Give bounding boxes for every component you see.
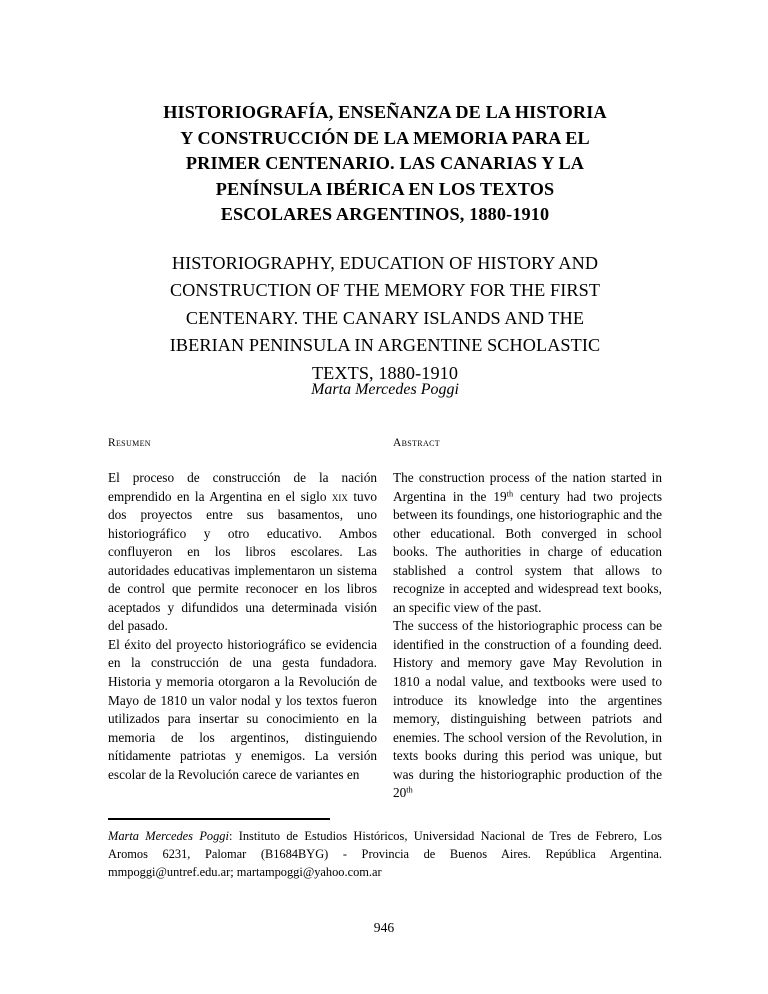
abstract-en-paragraph-2 (393, 617, 662, 802)
abstract-en-p2-text-1: The success of the historiographic process can be identified in the construction of a founding deed. History and memory gave May Revolution in 1810 a nodal value, and textbooks were used to introduce its knowledge into the argentines memory, distinguishing between patriots and enemies. The school version of the Revolution, in texts books during this period was unique, but was during the historiographic production of the 20 (393, 618, 662, 801)
title-es-line-3: PRIMER CENTENARIO. LAS CANARIAS Y LA (185, 153, 585, 174)
abstract-en-paragraph-1 (393, 469, 662, 617)
abstract-es-paragraph-2: El éxito del proyecto historiográfico se evidencia en la construcción de una gesta fundadora. Historia y memoria otorgaron a la Revolución de Mayo de 1810 un valor nodal y los textos fueron utilizados para insertar su conocimiento en la memoria de los argentinos, distinguiendo nítidamente patriotas y enemigos. La versión escolar de la Revolución carece de variantes en (108, 636, 377, 782)
ordinal-suffix-20th: th (406, 786, 413, 796)
page-number: 946 (373, 920, 395, 935)
author-name: Marta Mercedes Poggi (311, 381, 459, 398)
footnote-affiliation: : Instituto de Estudios Históricos, Universidad Nacional de Tres de Febrero, Los Aromos 6231, Palomar (B1684BYG) - Provincia de Buenos Aires. República Argentina. mmpoggi@untref.edu.ar; martampoggi@yahoo.com.ar (108, 829, 662, 880)
abstract-es-p1-text-2: tuvo dos proyectos entre sus basamentos, uno historiográfico y otro educativo. Ambos confluyeron en los libros escolares. Las autoridades educativas implementaron un sistema de control que permite reconocer en los libros aceptados y difundidos una determinada visión del pasado. (108, 488, 377, 634)
abstract-es-paragraph-1 (108, 469, 377, 636)
footnote-author-name: Marta Mercedes Poggi (108, 829, 229, 843)
page-title-english (108, 250, 662, 388)
abstract-es-p1-text-1: El proceso de construcción de la nación emprendido en la Argentina en el siglo (108, 470, 377, 504)
title-es-line-4: PENÍNSULA IBÉRICA EN LOS TEXTOS (215, 178, 555, 199)
abstract-section (108, 437, 662, 801)
abstract-heading: Abstract (393, 437, 441, 449)
title-en-line-1: HISTORIOGRAPHY, EDUCATION OF HISTORY AND (171, 252, 599, 273)
page-title-spanish (108, 100, 662, 228)
abstract-en-p1-text-1: The construction process of the nation started in Argentina in the 19 (393, 470, 662, 504)
footnote-separator-rule (108, 818, 330, 820)
century-smallcaps: xix (331, 488, 348, 504)
ordinal-suffix-19th: th (506, 489, 514, 499)
abstract-headings (108, 437, 662, 461)
title-es-line-1: HISTORIOGRAFÍA, ENSEÑANZA DE LA HISTORIA (163, 102, 607, 122)
abstract-column-spanish (108, 469, 377, 784)
abstract-column-english (393, 469, 662, 803)
title-block (108, 100, 662, 387)
footnote-text (108, 827, 662, 882)
footnote (108, 818, 662, 882)
resumen-heading: Resumen (108, 437, 151, 449)
title-en-line-5: TEXTS, 1880-1910 (311, 362, 459, 383)
title-es-line-2: Y CONSTRUCCIÓN DE LA MEMORIA PARA EL (180, 127, 590, 148)
title-es-line-5: ESCOLARES ARGENTINOS, 1880-1910 (220, 204, 550, 225)
title-en-line-3: CENTENARY. THE CANARY ISLANDS AND THE (185, 307, 585, 328)
title-en-line-4: IBERIAN PENINSULA IN ARGENTINE SCHOLASTIC (169, 335, 601, 356)
title-en-line-2: CONSTRUCTION OF THE MEMORY FOR THE FIRST (169, 280, 601, 301)
abstract-en-p1-text-2: century had two projects between its foundings, one historiographic and the other educational. Both converged in school books. The authorities in charge of education stablished a control system that allows to recognize in accepted and widespread text books, an specific view of the past. (393, 488, 662, 615)
